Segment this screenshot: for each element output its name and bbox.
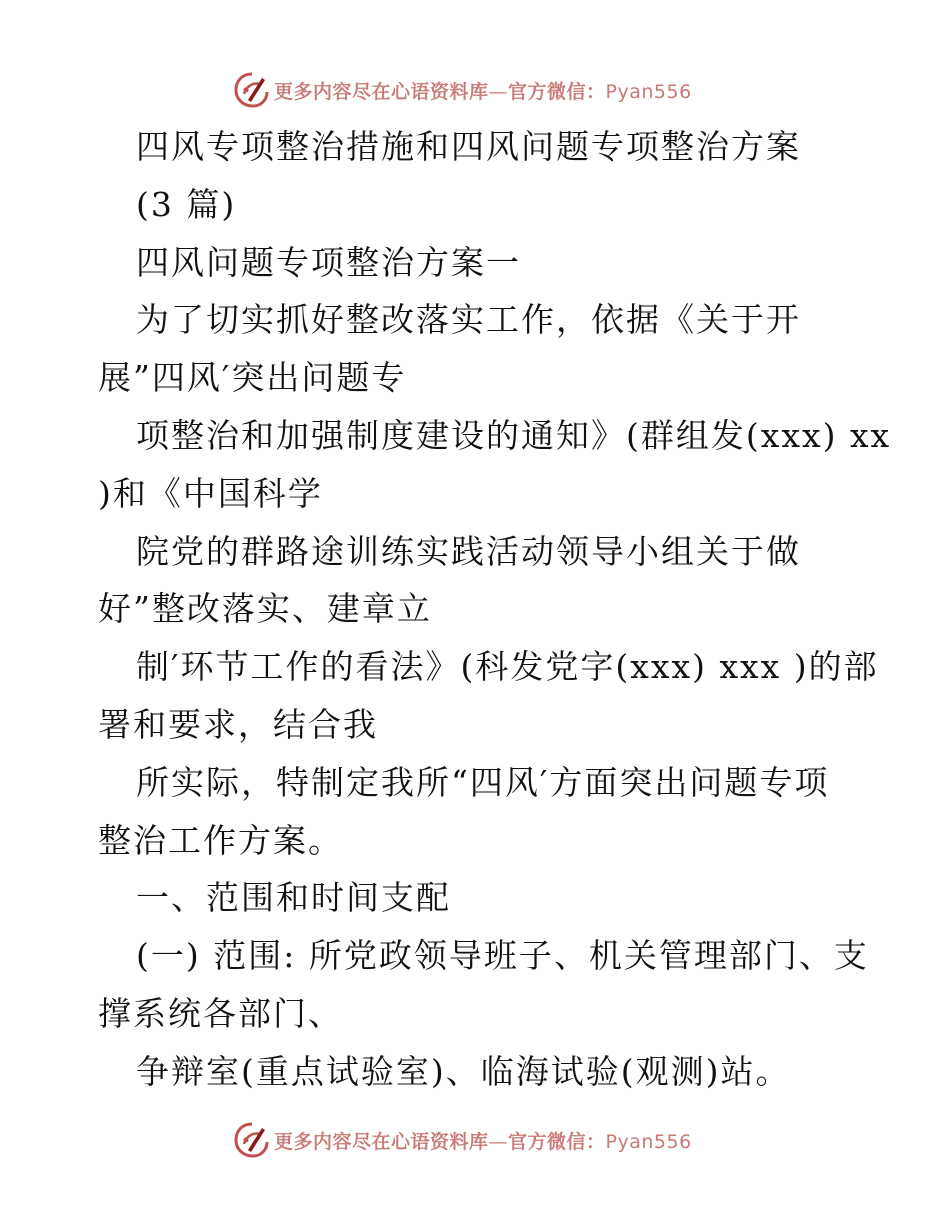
paragraph-line: 展”四风′突出问题专 (98, 358, 407, 398)
paragraph-line: 争辩室(重点试验室)、临海试验(观测)站。 (136, 1051, 791, 1091)
watermark-wechat-label: 官方微信： (508, 1130, 606, 1153)
watermark-separator: — (488, 80, 509, 103)
watermark-text: 更多内容尽在心语资料库 (274, 80, 489, 103)
watermark-wechat-id: Pyan556 (605, 80, 692, 103)
paragraph-line: 为了切实抓好整改落实工作，依据《关于开 (136, 300, 801, 340)
watermark-separator: — (488, 1130, 509, 1153)
paragraph-line: 撑系统各部门、 (98, 993, 343, 1033)
paragraph-line: 好”整改落实、建章立 (98, 589, 432, 629)
document-body (98, 118, 892, 1101)
section-heading: 一、范围和时间支配 (136, 878, 451, 918)
watermark-wechat-label: 官方微信： (508, 80, 606, 103)
footer-watermark (232, 1120, 752, 1160)
watermark-wechat-id: Pyan556 (605, 1130, 692, 1153)
red-pen-swirl-logo-icon (232, 1120, 272, 1160)
paragraph-line: )和《中国科学 (98, 473, 323, 513)
paragraph-line: (一) 范围: 所党政领导班子、机关管理部门、支 (136, 936, 869, 976)
paragraph-line: 项整治和加强制度建设的通知》(群组发(xxx) xx (136, 415, 892, 455)
document-subtitle: (3 篇) (136, 184, 237, 224)
paragraph-line: 整治工作方案。 (98, 820, 343, 860)
section-heading: 四风问题专项整治方案一 (136, 242, 521, 282)
paragraph-line: 制′环节工作的看法》(科发党字(xxx) xxx )的部 (136, 647, 879, 687)
paragraph-line: 署和要求，结合我 (98, 704, 378, 744)
document-title: 四风专项整治措施和四风问题专项整治方案 (136, 127, 801, 166)
red-pen-swirl-logo-icon (232, 70, 272, 110)
paragraph-line: 所实际，特制定我所“四风′方面突出问题专项 (136, 762, 830, 802)
paragraph-line: 院党的群路途训练实践活动领导小组关于做 (136, 531, 801, 571)
header-watermark (232, 70, 752, 110)
watermark-text: 更多内容尽在心语资料库 (274, 1130, 489, 1153)
